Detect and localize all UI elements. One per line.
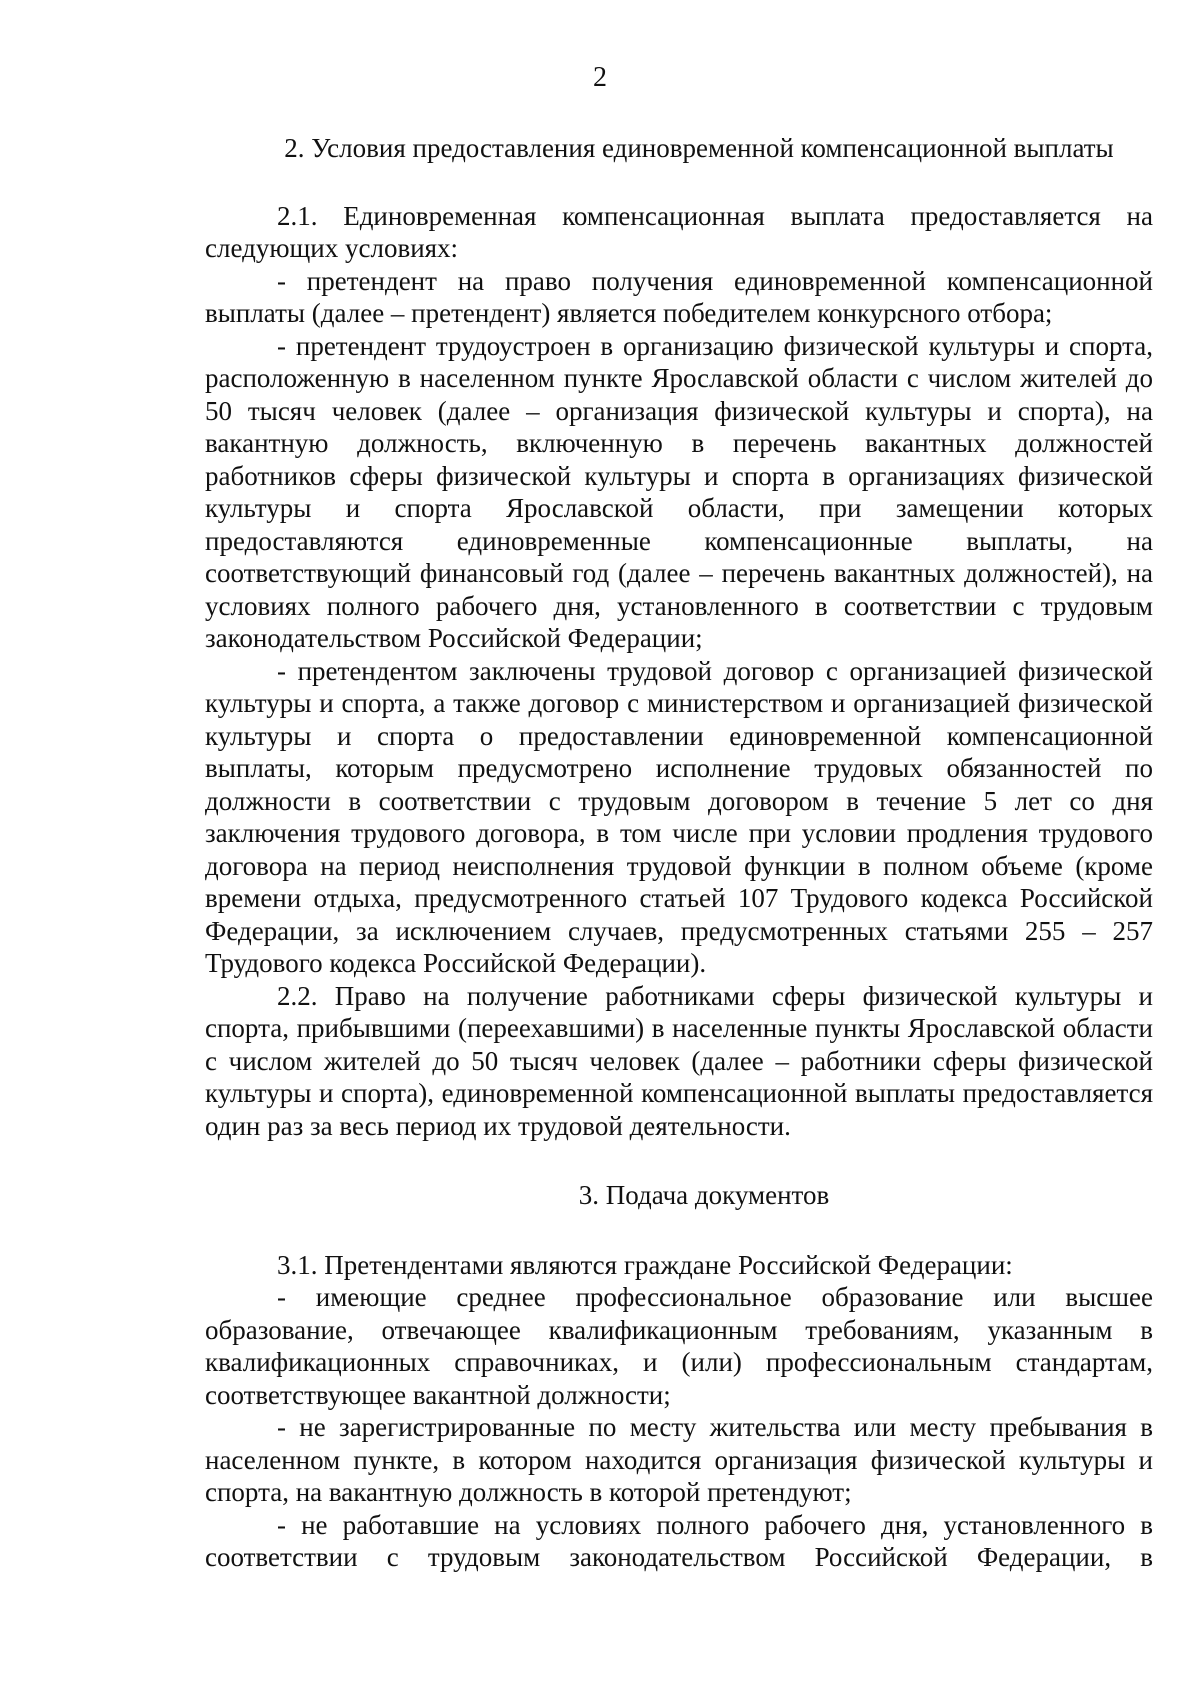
paragraph-3-1-item-1: - имеющие среднее профессиональное образование или высшее образование, отвечающее квалификационным требованиям, указанным в квалификационных справочниках, и (или) профессиональным стандартам, соответствующее вакантной должности; bbox=[205, 1282, 1153, 1410]
paragraph-3-1-item-2: - не зарегистрированные по месту жительства или месту пребывания в населенном пункте, в котором находится организация физической культуры и спорта, на вакантную должность в которой претендуют; bbox=[205, 1412, 1153, 1507]
paragraph-2-1-condition-2: - претендент трудоустроен в организацию физической культуры и спорта, расположенную в населенном пункте Ярославской области с числом жителей до 50 тысяч человек (далее – организация физической культуры и спорта), на вакантную должность, включенную в перечень вакантных должностей работников сферы физической культуры и спорта в организациях физической культуры и спорта Ярославской области, при замещении которых предоставляются единовременные компенсационные выплаты, на соответствующий финансовый год (далее – перечень вакантных должностей), на условиях полного рабочего дня, установленного в соответствии с трудовым законодательством Российской Федерации; bbox=[205, 330, 1153, 653]
section-3-heading: 3. Подача документов bbox=[578, 1180, 830, 1210]
page-number: 2 bbox=[593, 62, 607, 93]
paragraph-2-1-condition-1: - претендент на право получения единовременной компенсационной выплаты (далее – претендент) является победителем конкурсного отбора; bbox=[205, 265, 1153, 328]
paragraph-2-2: 2.2. Право на получение работниками сферы физической культуры и спорта, прибывшими (переехавшими) в населенные пункты Ярославской области с числом жителей до 50 тысяч человек (далее – работники сферы физической культуры и спорта), единовременной компенсационной выплаты предоставляется один раз за весь период их трудовой деятельности. bbox=[205, 980, 1153, 1141]
document-body bbox=[205, 132, 1153, 1574]
paragraph-3-1: 3.1. Претендентами являются граждане Российской Федерации: bbox=[277, 1249, 1013, 1280]
section-2-heading: 2. Условия предоставления единовременной компенсационной выплаты bbox=[284, 133, 1114, 163]
paragraph-3-1-item-3: - не работавшие на условиях полного рабочего дня, установленного в соответствии с трудовым законодательством Российской Федерации, в bbox=[205, 1509, 1153, 1572]
paragraph-2-1-condition-3: - претендентом заключены трудовой договор с организацией физической культуры и спорта, а также договор с министерством и организацией физической культуры и спорта о предоставлении единовременной компенсационной выплаты, которым предусмотрено исполнение трудовых обязанностей по должности в соответствии с трудовым договором в течение 5 лет со дня заключения трудового договора, в том числе при условии продления трудового договора на период неисполнения трудовой функции в полном объеме (кроме времени отдыха, предусмотренного статьей 107 Трудового кодекса Российской Федерации, за исключением случаев, предусмотренных статьями 255 – 257 Трудового кодекса Российской Федерации). bbox=[205, 655, 1153, 978]
paragraph-2-1: 2.1. Единовременная компенсационная выплата предоставляется на следующих условиях: bbox=[205, 200, 1153, 263]
